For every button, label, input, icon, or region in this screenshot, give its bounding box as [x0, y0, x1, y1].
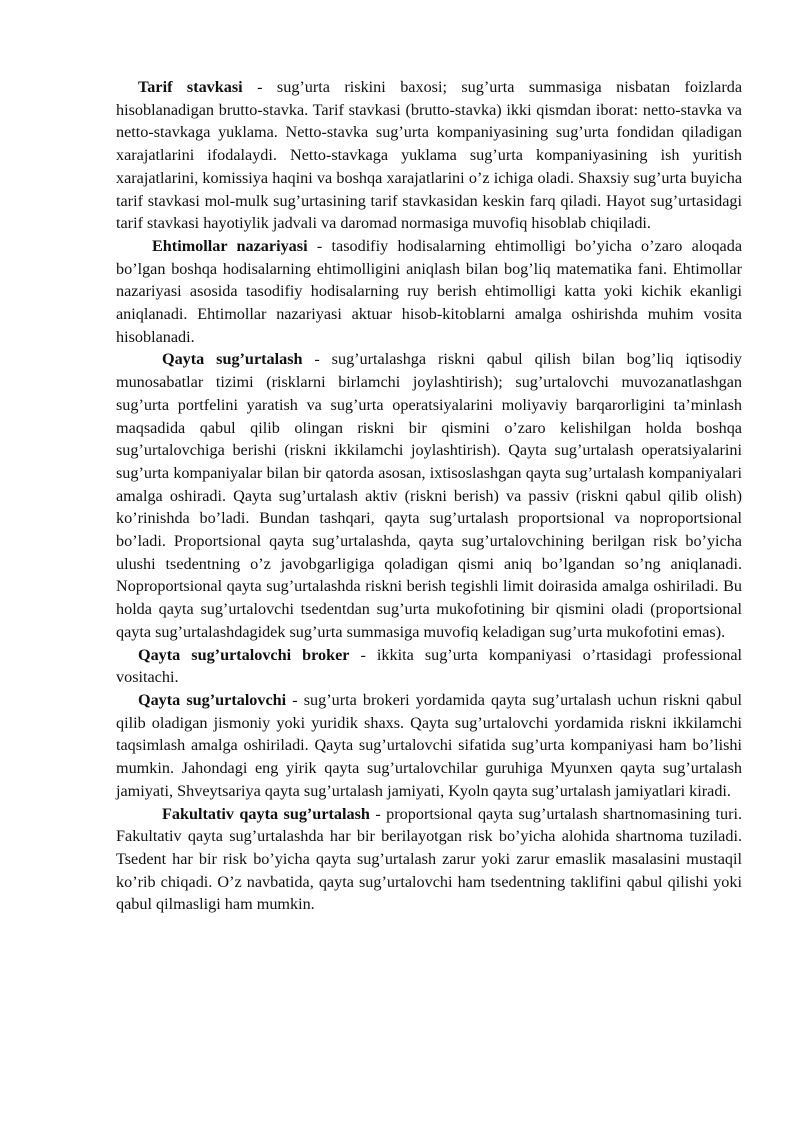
- term-qayta-sugurtalash: Qayta sug’urtalash: [162, 350, 303, 369]
- definition-qayta-sugurtalovchi: - sug’urta brokeri yordamida qayta sug’urtalash uchun riskni qabul qilib oladigan jismoniy yoki yuridik shaxs. Qayta sug’urtalovchi yordamida riskni ikkilamchi taqsimlash amalga oshiriladi. Qayta sug’urtalovchi sifatida sug’urta kompaniyasi ham bo’lishi mumkin. Jahondagi eng yirik qayta sug’urtalovchilar guruhiga Myunxen qayta sug’urtalash jamiyati, Shveytsariya qayta sug’urtalash jamiyati, Kyoln qayta sug’urtalash jamiyatlari kiradi.: [116, 690, 742, 800]
- term-fakultativ-qayta-sugurtalash: Fakultativ qayta sug’urtalash: [162, 804, 370, 823]
- definition-qayta-sugurtalovchi-broker: - ikkita sug’urta kompaniyasi o’rtasidagi professional vositachi.: [116, 645, 742, 687]
- definition-ehtimollar-nazariyasi: - tasodifiy hodisalarning ehtimolligi bo’yicha o’zaro aloqada bo’lgan boshqa hodisalarning ehtimolligini aniqlash bilan bog’liq matematika fani. Ehtimollar nazariyasi asosida tasodifiy hodisalarning ruy berish ehtimolligi katta yoki kichik ekanligi aniqlanadi. Ehtimollar nazariyasi aktuar hisob-kitoblarni amalga oshirishda muhim vosita hisoblanadi.: [116, 236, 743, 346]
- definition-tarif-stavkasi: - sug’urta riskini baxosi; sug’urta summasiga nisbatan foizlarda hisoblanadigan brutto-stavka. Tarif stavkasi (brutto-stavka) ikki qismdan iborat: netto-stavka va netto-stavkaga yuklama. Netto-stavka sug’urta kompaniyasining sug’urta fondidan qiladigan xarajatlarini ifodalaydi. Netto-stavkaga yuklama sug’urta kompaniyasining ish yuritish xarajatlarini, komissiya haqini va boshqa xarajatlarini o’z ichiga oladi. Shaxsiy sug’urta buyicha tarif stavkasi mol-mulk sug’urtasining tarif stavkasidan keskin farq qiladi. Hayot sug’urtasidagi tarif stavkasi hayotiylik jadvali va daromad normasiga muvofiq hisoblab chiqiladi.: [116, 78, 742, 233]
- paragraph-fakultativ-qayta-sugurtalash: [116, 803, 742, 917]
- paragraph-qayta-sugurtalash: [116, 348, 742, 643]
- paragraph-tarif-stavkasi: [116, 76, 742, 235]
- paragraph-qayta-sugurtalovchi: [116, 689, 742, 803]
- term-qayta-sugurtalovchi-broker: Qayta sug’urtalovchi broker: [138, 645, 350, 664]
- definition-fakultativ-qayta-sugurtalash: - proportsional qayta sug’urtalash shartnomasining turi. Fakultativ qayta sug’urtalashda har bir berilayotgan risk bo’yicha alohida shartnoma tuziladi. Tsedent har bir risk bo’yicha qayta sug’urtalash zarur yoki zarur emaslik masalasini mustaqil ko’rib chiqadi. O’z navbatida, qayta sug’urtalovchi ham tsedentning taklifini qabul qilishi yoki qabul qilmasligi ham mumkin.: [116, 804, 743, 914]
- paragraph-qayta-sugurtalovchi-broker: [116, 644, 742, 689]
- term-qayta-sugurtalovchi: Qayta sug’urtalovchi: [138, 690, 287, 709]
- term-ehtimollar-nazariyasi: Ehtimollar nazariyasi: [152, 236, 308, 255]
- document-page: [116, 76, 742, 916]
- definition-qayta-sugurtalash: - sug’urtalashga riskni qabul qilish bilan bog’liq iqtisodiy munosabatlar tizimi (risklarni birlamchi joylashtirish); sug’urtalovchi muvozanatlashgan sug’urta portfelini yaratish va sug’urta operatsiyalarini moliyaviy barqarorligini ta’minlash maqsadida qabul qilib olingan riskni bir qismini o’zaro kelishilgan holda boshqa sug’urtalovchiga berishi (riskni ikkilamchi joylashtirish). Qayta sug’urtalash operatsiyalarini sug’urta kompaniyalar bilan bir qatorda asosan, ixtisoslashgan qayta sug’urtalash kompaniyalari amalga oshiradi. Qayta sug’urtalash aktiv (riskni berish) va passiv (riskni qabul qilib olish) ko’rinishda bo’ladi. Bundan tashqari, qayta sug’urtalash proportsional va noproportsional bo’ladi. Proportsional qayta sug’urtalashda, qayta sug’urtalovchining berilgan risk bo’yicha ulushi tsedentning o’z javobgarligiga qoladigan qismi aniq bo’lgandan so’ng aniqlanadi. Noproportsional qayta sug’urtalashda riskni berish tegishli limit doirasida amalga oshiriladi. Bu holda qayta sug’urtalovchi tsedentdan sug’urta mukofotining bir qismini oladi (proportsional qayta sug’urtalashdagidek sug’urta summasiga muvofiq keladigan sug’urta mukofotini emas).: [116, 350, 742, 641]
- term-tarif-stavkasi: Tarif stavkasi: [138, 78, 243, 96]
- paragraph-ehtimollar-nazariyasi: [116, 235, 742, 349]
